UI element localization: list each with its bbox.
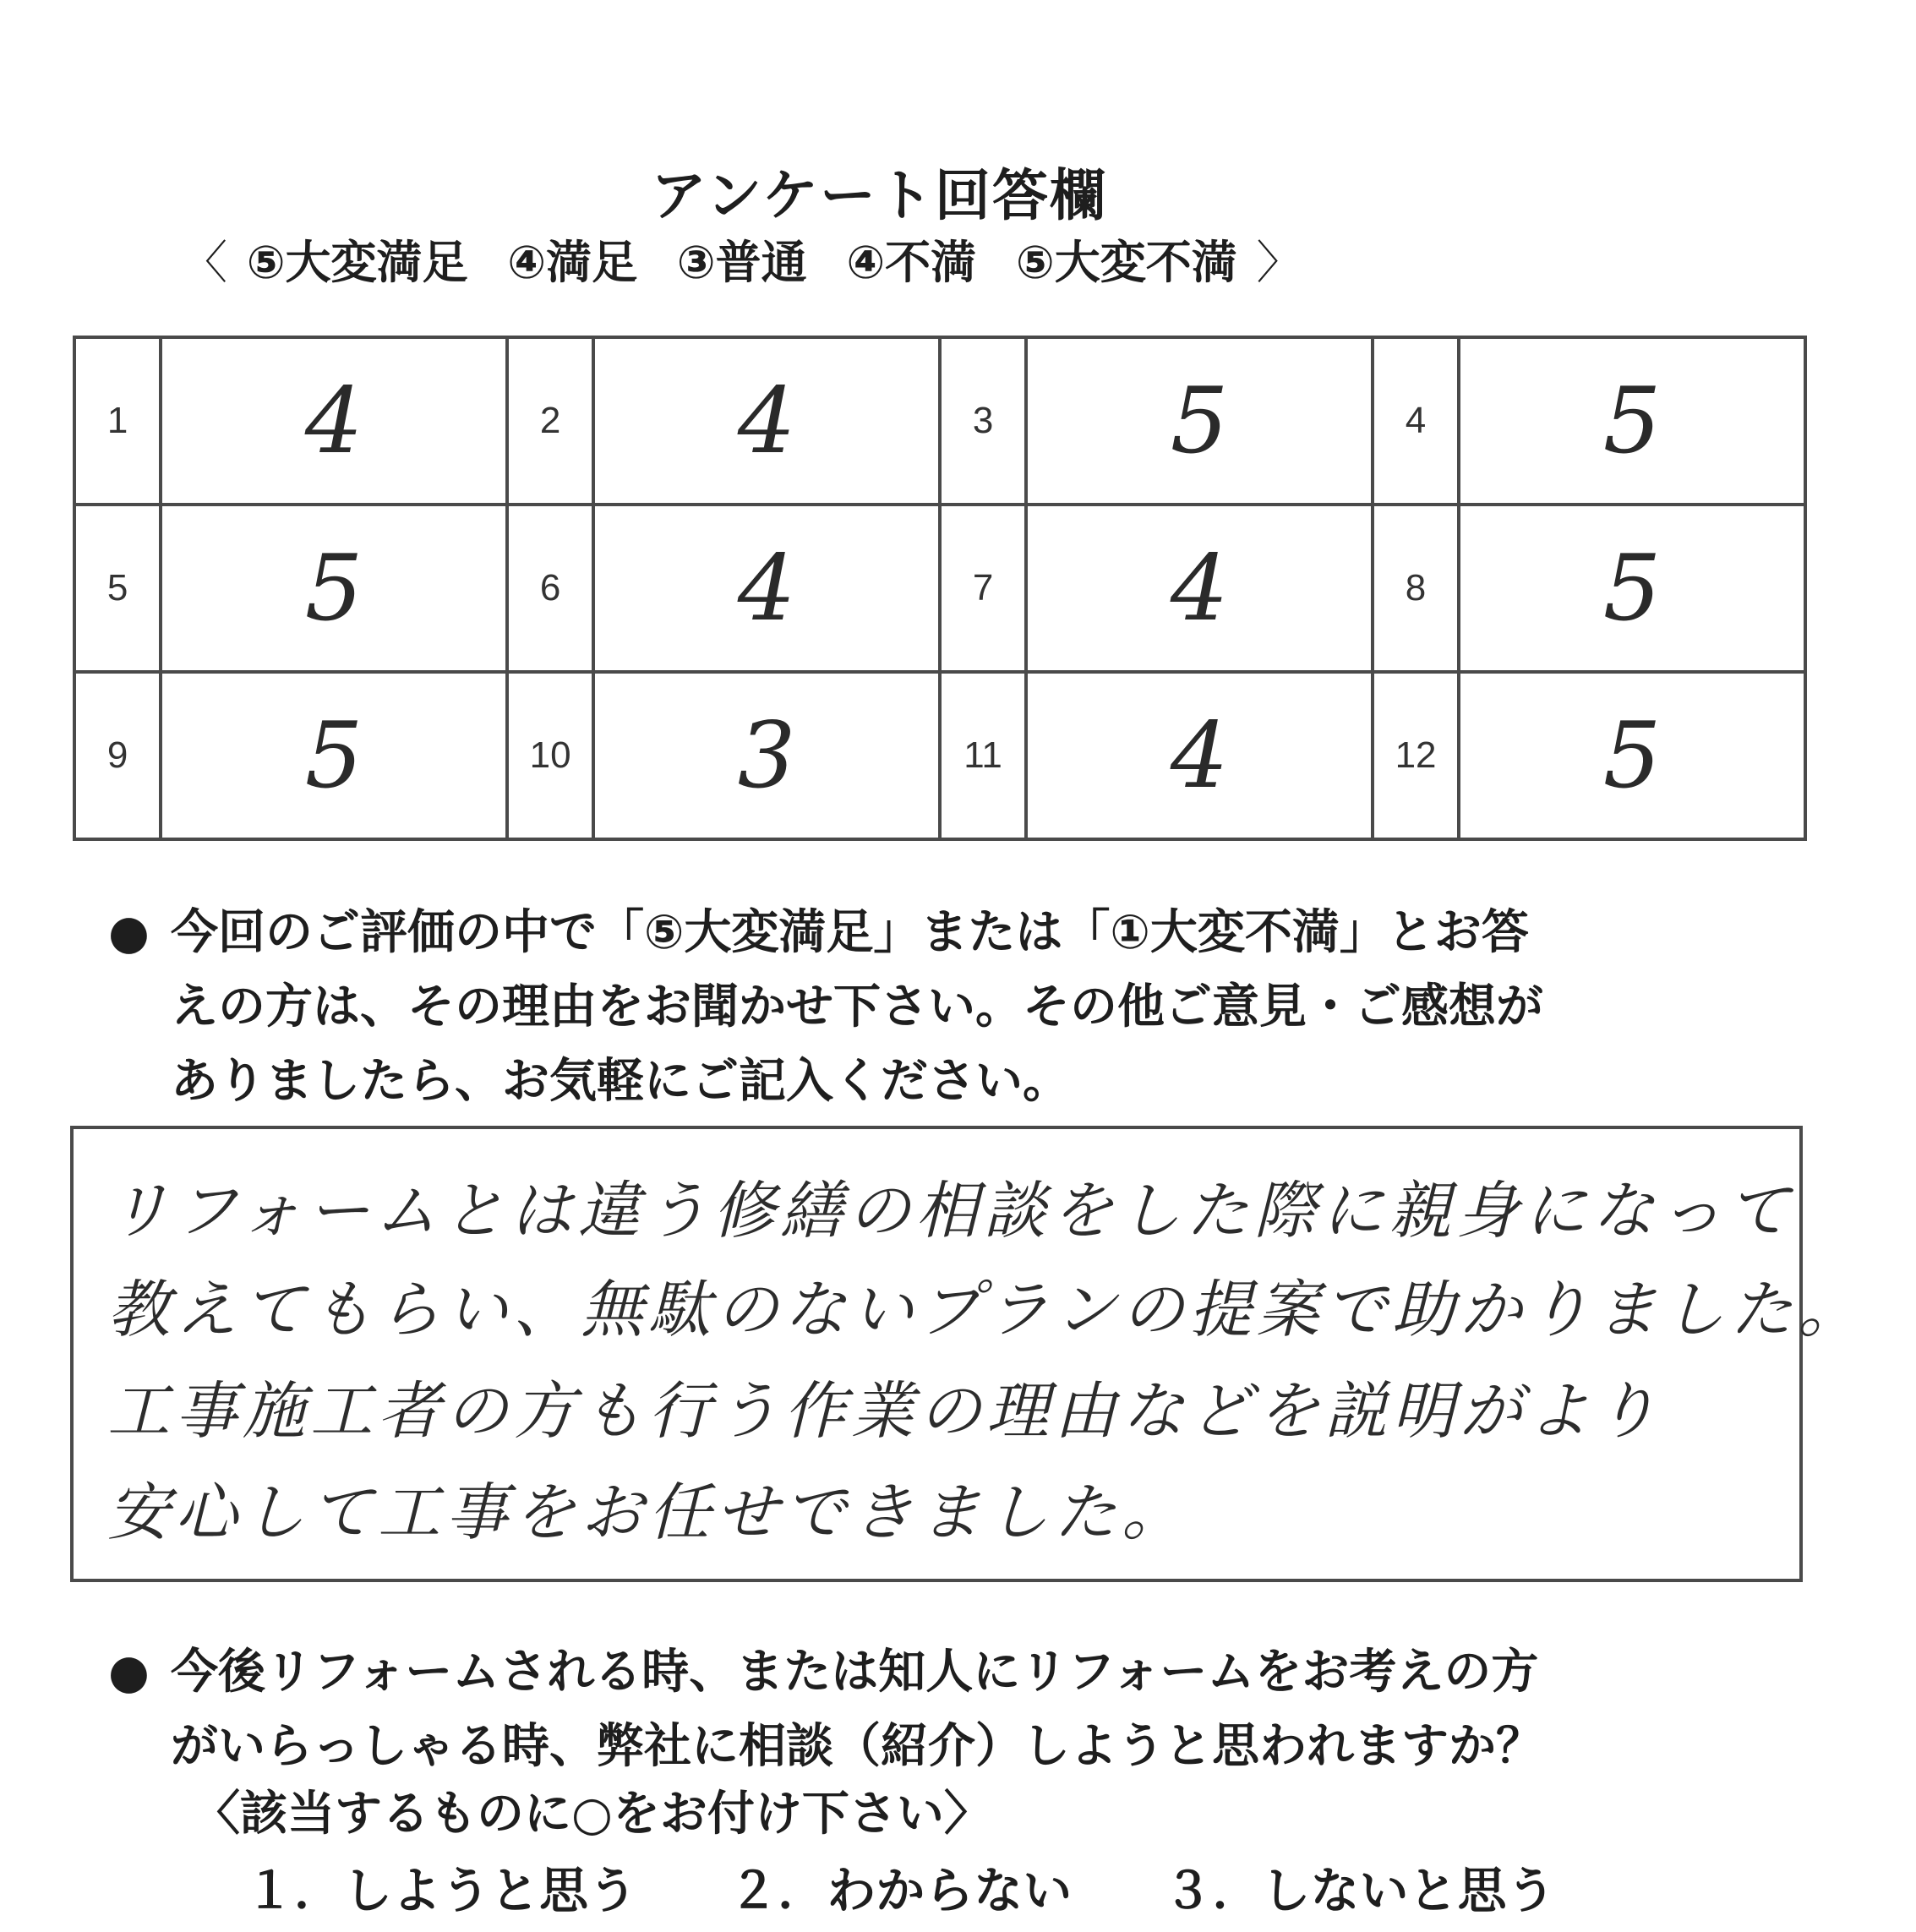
scale-open-bracket: 〈 <box>182 236 227 289</box>
answer-row <box>74 672 1805 839</box>
question-number: 4 <box>1373 337 1459 505</box>
answer-value[interactable]: 5 <box>1459 505 1805 672</box>
question-2-line: 今後リフォームされる時、または知人にリフォームをお考えの方 <box>171 1645 1539 1700</box>
scale-item-normal: ③普通 <box>676 236 807 289</box>
question-number: 2 <box>507 337 593 505</box>
answer-value[interactable]: 5 <box>161 672 507 839</box>
answer-value[interactable]: 4 <box>1026 672 1373 839</box>
answer-row <box>74 337 1805 505</box>
question-1 <box>108 896 1826 1119</box>
question-number: 1 <box>74 337 161 505</box>
scale-item-very-satisfied: ⑤大変満足 <box>246 236 468 289</box>
question-number: 8 <box>1373 505 1459 672</box>
question-2 <box>108 1635 1826 1784</box>
option-will-not-consult[interactable]: ３．しないと思う <box>1163 1862 1556 1919</box>
question-number: 6 <box>507 505 593 672</box>
question-number: 11 <box>940 672 1026 839</box>
answer-value[interactable]: 4 <box>593 505 940 672</box>
scale-item-satisfied: ④満足 <box>507 236 638 289</box>
bullet-icon: ● <box>108 1645 150 1700</box>
answer-value[interactable]: 4 <box>593 337 940 505</box>
scale-close-bracket: 〉 <box>1256 236 1302 289</box>
rating-scale-legend <box>182 226 1306 292</box>
comment-line: 工事施工者の方も行う作業の理由などを説明がより <box>107 1375 1662 1448</box>
question-number: 9 <box>74 672 161 839</box>
comment-line: 安心して工事をお任せできました。 <box>107 1476 1189 1549</box>
answer-row <box>74 505 1805 672</box>
question-number: 12 <box>1373 672 1459 839</box>
question-2-line: がいらっしゃる時、弊社に相談（紹介）しようと思われますか？ <box>171 1719 1543 1774</box>
options-row <box>245 1851 1629 1922</box>
question-number: 7 <box>940 505 1026 672</box>
answer-value[interactable]: 5 <box>161 505 507 672</box>
answer-value[interactable]: 5 <box>1459 672 1805 839</box>
question-number: 10 <box>507 672 593 839</box>
comment-line: 教えてもらい、無駄のないプランの提案で助かりました。 <box>107 1274 1865 1346</box>
answer-value[interactable]: 3 <box>593 672 940 839</box>
comment-line: リフォームとは違う修繕の相談をした際に親身になって <box>107 1175 1795 1247</box>
option-not-sure[interactable]: ２．わからない <box>729 1862 1073 1919</box>
comment-box[interactable] <box>70 1126 1865 1582</box>
option-will-consult[interactable]: １．しようと思う <box>245 1862 638 1919</box>
question-1-line: 今回のご評価の中で「⑤大変満足」または「①大変不満」とお答 <box>171 905 1529 960</box>
scale-item-dissatisfied: ④不満 <box>846 236 977 289</box>
bullet-icon: ● <box>108 905 150 960</box>
question-1-line: えの方は、その理由をお聞かせ下さい。その他ご意見・ご感想が <box>171 980 1543 1034</box>
answer-value[interactable]: 4 <box>1026 505 1373 672</box>
form-title: アンケート回答欄 <box>650 163 1108 228</box>
answer-value[interactable]: 4 <box>161 337 507 505</box>
question-1-line: ありましたら、お気軽にご記入ください。 <box>171 1054 1070 1109</box>
question-number: 3 <box>940 337 1026 505</box>
answer-grid <box>73 336 1807 841</box>
question-number: 5 <box>74 505 161 672</box>
instruction-text: 〈該当するものに○をお付け下さい〉 <box>193 1787 991 1842</box>
scale-item-very-dissatisfied: ⑤大変不満 <box>1016 236 1237 289</box>
answer-value[interactable]: 5 <box>1026 337 1373 505</box>
answer-value[interactable]: 5 <box>1459 337 1805 505</box>
